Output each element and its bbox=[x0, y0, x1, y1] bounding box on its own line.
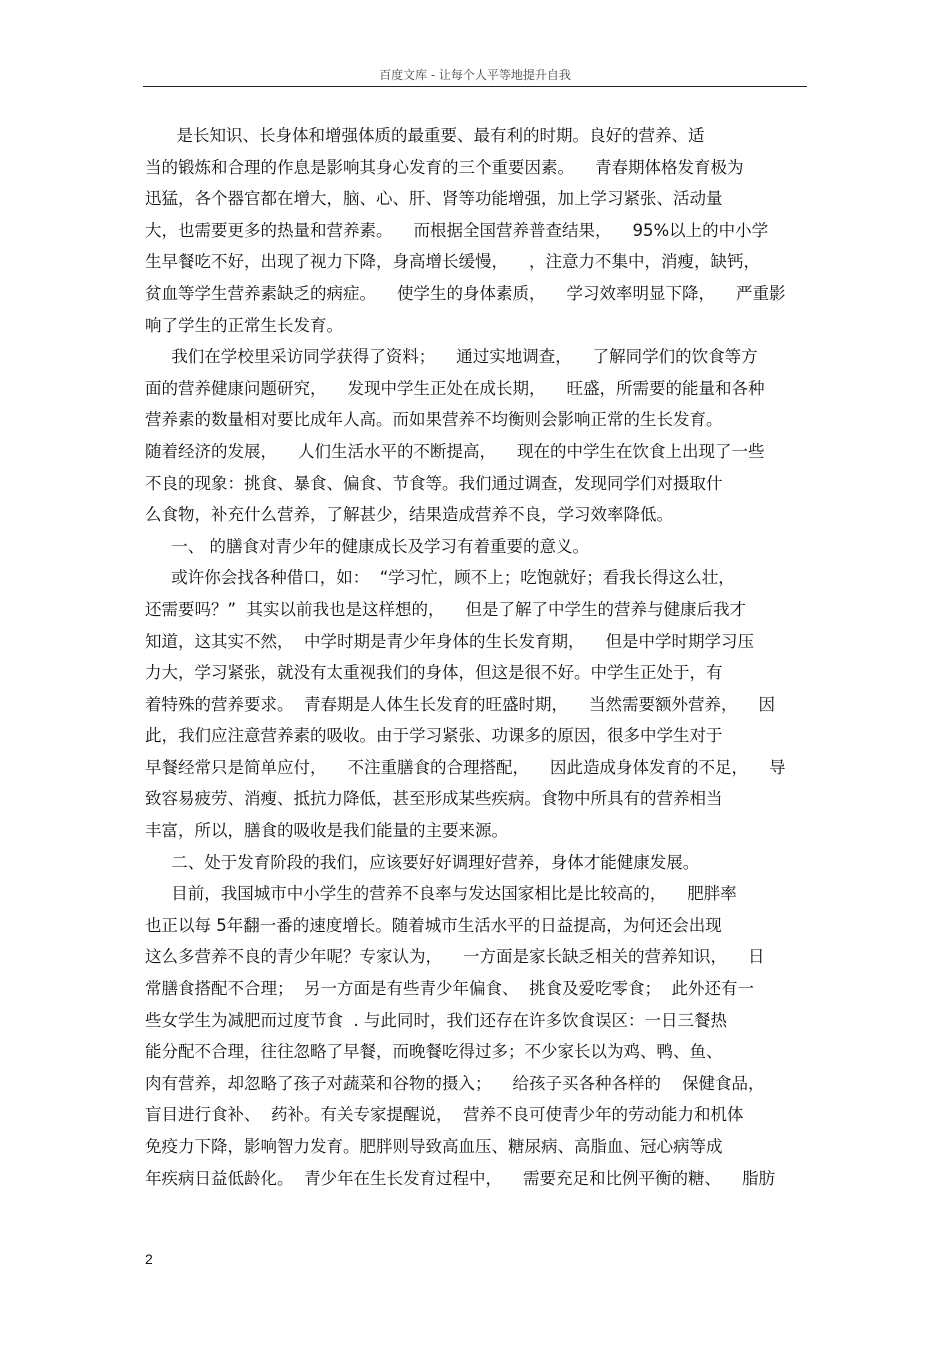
page-number: 2 bbox=[145, 1251, 153, 1267]
text-line: 目前，我国城市中小学生的营养不良率与发达国家相比是比较高的， 肥胖率 bbox=[145, 884, 737, 904]
text-line: 一、 的膳食对青少年的健康成长及学习有着重要的意义。 bbox=[145, 536, 589, 556]
text-line: 肉有营养，却忽略了孩子对蔬菜和谷物的摄入； 给孩子买各种各样的 保健食品， bbox=[145, 1073, 765, 1093]
text-line: 贫血等学生营养素缺乏的病症。 使学生的身体素质， 学习效率明显下降， 严重影 bbox=[145, 283, 786, 303]
text-line: 大，也需要更多的热量和营养素。 而根据全国营养普查结果， 95%以上的中小学 bbox=[145, 220, 769, 240]
text-line: 年疾病日益低龄化。 青少年在生长发育过程中， 需要充足和比例平衡的糖、 脂肪 bbox=[145, 1168, 775, 1188]
document-body bbox=[145, 120, 807, 1194]
text-line: 面的营养健康问题研究， 发现中学生正处在成长期， 旺盛，所需要的能量和各种 bbox=[145, 378, 765, 398]
text-line: 力大，学习紧张，就没有太重视我们的身体，但这是很不好。中学生正处于，有 bbox=[145, 663, 723, 683]
text-line: 盲目进行食补、 药补。有关专家提醒说， 营养不良可使青少年的劳动能力和机体 bbox=[145, 1105, 744, 1125]
text-line: 二、处于发育阶段的我们，应该要好好调理好营养，身体才能健康发展。 bbox=[145, 852, 700, 872]
text-line: 此，我们应注意营养素的吸收。由于学习紧张、功课多的原因，很多中学生对于 bbox=[145, 726, 723, 746]
text-line: 营养素的数量相对要比成年人高。而如果营养不均衡则会影响正常的生长发育。 bbox=[145, 410, 723, 430]
text-line: 还需要吗？” 其实以前我也是这样想的， 但是了解了中学生的营养与健康后我才 bbox=[145, 599, 747, 619]
text-line: 也正以每 5年翻一番的速度增长。随着城市生活水平的日益提高，为何还会出现 bbox=[145, 915, 722, 935]
text-line: 随着经济的发展， 人们生活水平的不断提高， 现在的中学生在饮食上出现了一些 bbox=[145, 441, 765, 461]
text-line: 致容易疲劳、消瘦、抵抗力降低，甚至形成某些疾病。食物中所具有的营养相当 bbox=[145, 789, 723, 809]
text-line: 着特殊的营养要求。 青春期是人体生长发育的旺盛时期， 当然需要额外营养， 因 bbox=[145, 694, 775, 714]
page-header: 百度文库 - 让每个人平等地提升自我 bbox=[379, 68, 571, 82]
text-line: 当的锻炼和合理的作息是影响其身心发育的三个重要因素。 青春期体格发育极为 bbox=[145, 157, 744, 177]
text-line: 早餐经常只是简单应付， 不注重膳食的合理搭配， 因此造成身体发育的不足， 导 bbox=[145, 757, 786, 777]
text-line: 能分配不合理，往往忽略了早餐，而晚餐吃得过多；不少家长以为鸡、鸭、鱼、 bbox=[145, 1042, 723, 1062]
text-line: 免疫力下降，影响智力发育。肥胖则导致高血压、糖尿病、高脂血、冠心病等成 bbox=[145, 1137, 723, 1156]
text-line: 不良的现象：挑食、暴食、偏食、节食等。我们通过调查，发现同学们对摄取什 bbox=[145, 473, 723, 493]
text-line: 或许你会找各种借口，如： “学习忙，顾不上；吃饱就好；看我长得这么壮， bbox=[145, 568, 735, 588]
header-divider bbox=[143, 86, 807, 87]
text-line: 么食物，补充什么营养，了解甚少，结果造成营养不良，学习效率降低。 bbox=[145, 505, 673, 525]
text-line: 常膳食搭配不合理； 另一方面是有些青少年偏食、 挑食及爱吃零食； 此外还有一 bbox=[145, 979, 754, 999]
text-line: 响了学生的正常生长发育。 bbox=[145, 315, 343, 335]
text-line: 丰富，所以，膳食的吸收是我们能量的主要来源。 bbox=[145, 821, 508, 841]
text-line: 些女学生为减肥而过度节食 . 与此同时，我们还存在许多饮食误区：一日三餐热 bbox=[145, 1010, 727, 1030]
text-line: 迅猛，各个器官都在增大，脑、心、肝、肾等功能增强，加上学习紧张、活动量 bbox=[145, 189, 723, 209]
text-line: 是长知识、长身体和增强体质的最重要、最有利的时期。良好的营养、适 bbox=[145, 126, 705, 145]
text-line: 知道，这其实不然， 中学时期是青少年身体的生长发育期， 但是中学时期学习压 bbox=[145, 631, 754, 651]
text-line: 我们在学校里采访同学获得了资料； 通过实地调查， 了解同学们的饮食等方 bbox=[145, 347, 758, 367]
text-line: 这么多营养不良的青少年呢？专家认为， 一方面是家长缺乏相关的营养知识， 日 bbox=[145, 947, 765, 967]
text-line: 生早餐吃不好，出现了视力下降，身高增长缓慢， ，注意力不集中，消瘦，缺钙， bbox=[145, 252, 760, 272]
